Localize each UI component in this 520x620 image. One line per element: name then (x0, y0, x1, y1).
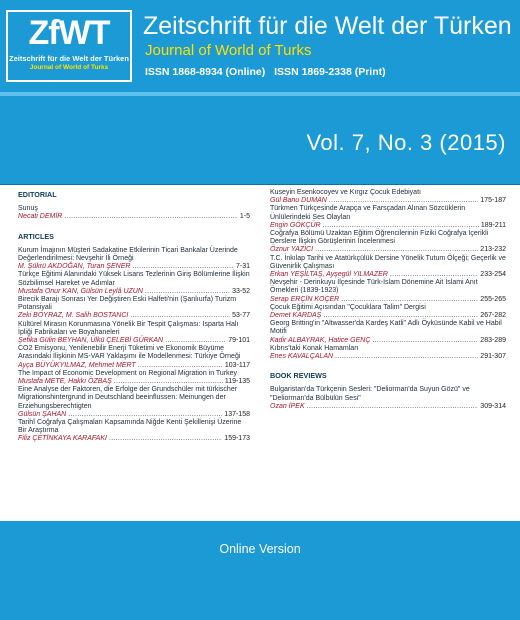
articles-list-left (18, 247, 250, 444)
entry-pages: 189-211 (480, 221, 506, 229)
entry-pages: 283-289 (480, 336, 506, 344)
leader-dots (109, 435, 222, 443)
issn-line (145, 66, 392, 78)
toc-entry[interactable] (18, 370, 250, 386)
leader-dots (165, 337, 226, 345)
entry-byline (270, 246, 506, 254)
toc-entry[interactable] (18, 247, 250, 272)
entry-authors: Ayça BÜYÜKYILMAZ, Mehmet MERT (18, 361, 136, 369)
leader-dots (315, 246, 478, 254)
entry-title: Eine Analyse der Faktoren, die Erfolge der Grundschüler mit türkischer Migrationshintergrund in Deutschland beeinflussen: Meinungen der Erziehungsberechtigten (18, 386, 238, 410)
entry-title: The Impact of Economic Development on Regional Migration in Turkey (18, 369, 238, 377)
leader-dots (114, 378, 223, 386)
toc-entry[interactable] (270, 304, 506, 320)
entry-pages: 53-77 (232, 312, 250, 320)
leader-dots (335, 353, 478, 361)
journal-header (0, 0, 520, 92)
toc-entry[interactable] (18, 205, 250, 221)
toc-entry[interactable] (18, 271, 250, 296)
leader-dots (341, 296, 478, 304)
entry-pages: 309-314 (480, 402, 506, 410)
entry-byline (270, 403, 506, 411)
leader-dots (138, 362, 223, 370)
entry-byline (18, 378, 250, 386)
toc-entry[interactable] (270, 205, 506, 230)
issn-print: ISSN 1869-2338 (Print) (274, 66, 386, 78)
entry-authors: Serap ERÇİN KOÇER (270, 295, 340, 303)
leader-dots (145, 288, 230, 296)
leader-dots (68, 411, 222, 419)
section-heading-articles: ARTICLES (18, 231, 54, 241)
entry-byline (270, 337, 506, 345)
entry-byline (18, 362, 250, 370)
entry-pages: 79-101 (228, 337, 250, 345)
entry-byline (270, 222, 506, 230)
entry-authors: Necati DEMİR (18, 213, 63, 221)
online-version-label: Online Version (219, 542, 301, 556)
journal-title: Zeitschrift für die Welt der Türken (143, 12, 512, 40)
editorial-list (18, 205, 250, 221)
entry-byline (270, 353, 506, 361)
section-heading-editorial: EDITORIAL (18, 190, 57, 199)
entry-authors: Zeki BOYRAZ, M. Salih BOSTANCI (18, 312, 129, 320)
entry-authors: M. Şükrü AKDOĞAN, Turan ŞENER (18, 263, 131, 271)
entry-authors: Engin GÖKÇÜR (270, 221, 321, 229)
toc-left-column (18, 189, 250, 444)
section-heading-book-reviews: BOOK REVIEWS (270, 371, 327, 381)
entry-byline (18, 411, 250, 419)
entry-pages: 233-254 (480, 271, 506, 279)
articles-list-right (270, 189, 506, 361)
entry-title: Bulgaristan'da Türkçenin Sesleri: "Deliorman'da Suyun Gözü" ve "Deliorman'da Bülbülün Sesi" (270, 386, 470, 402)
entry-title: Coğrafya Bölümü Uzaktan Eğitim Öğrencilerinin Fiziki Coğrafya İçerikli Derslere İlişkin Görüşlerinin İncelenmesi (270, 230, 489, 246)
issn-online: ISSN 1868-8934 (Online) (145, 66, 266, 78)
entry-authors: Gülsün ŞAHAN (18, 410, 67, 418)
toc-entry[interactable] (270, 189, 506, 205)
toc-entry[interactable] (18, 321, 250, 346)
entry-byline (18, 213, 250, 221)
logo-line-2: Journal of World of Turks (29, 64, 109, 71)
entry-title: Birecik Barajı Sonrası Yer Değiştiren Eski Halfeti'nin (Şanlıurfa) Turizm Potansiyali (18, 296, 237, 312)
entry-byline (18, 337, 250, 345)
toc-entry[interactable] (18, 296, 250, 321)
entry-byline (270, 197, 506, 205)
toc-entry[interactable] (270, 255, 506, 280)
entry-authors: Ozan İPEK (270, 402, 305, 410)
entry-title: Kıbrıs'taki Konak Hamamları (270, 344, 359, 352)
entry-byline (18, 435, 250, 443)
entry-pages: 291-307 (480, 353, 506, 361)
entry-title: T.C. İnkılap Tarihi ve Atatürkçülük Dersine Yönelik Tutum Ölçeği; Geçerlik ve Güvenirlik Çalışması (270, 254, 506, 270)
leader-dots (64, 213, 238, 221)
entry-authors: Mustafa Onur KAN, Gülsün Leylâ UZUN (18, 287, 143, 295)
toc-entry[interactable] (18, 419, 250, 444)
toc-entry[interactable] (18, 345, 250, 370)
entry-title: Çocuk Eğitimi Açısından "Çocuklara Talim" Dergisi (270, 303, 426, 311)
leader-dots (323, 222, 479, 230)
logo-line-1: Zeitschrift für die Welt der Türken (9, 54, 129, 63)
entry-title: Kuseyin Esenkocoyev ve Kırgız Çocuk Edebiyatı (270, 189, 421, 196)
entry-title: Georg Britting'in "Altwasser'da Kardeş Katli" Adlı Öyküsünde Kabil ve Habil Motifi (270, 320, 502, 336)
toc-entry[interactable] (18, 386, 250, 419)
book-reviews-list (270, 386, 506, 411)
entry-title: Kurum İmajının Müşteri Sadakatine Etkilerinin Ticari Bankalar Üzerinde Değerlendirilmesi: Nevşehir İli Örneği (18, 246, 238, 263)
entry-authors: Gül Banu DUMAN (270, 197, 327, 205)
table-of-contents (0, 184, 520, 521)
entry-authors: Enes KAVALÇALAN (270, 353, 334, 361)
toc-entry[interactable] (270, 320, 506, 345)
journal-logo (6, 10, 132, 82)
leader-dots (390, 271, 478, 279)
leader-dots (372, 337, 478, 345)
entry-pages: 137-158 (224, 410, 250, 418)
entry-authors: Filiz ÇETİNKAYA KARAFAKI (18, 435, 107, 443)
leader-dots (329, 197, 479, 205)
toc-right-column (270, 189, 506, 411)
entry-title: Kültürel Mirasın Korunmasına Yönelik Bir Tespit Çalışması: Isparta Halı İpliği Fabrikaları ve Boyahaneleri (18, 320, 239, 336)
entry-title: Tarihî Coğrafya Çalışmaları Kapsamında Niğde Kenti Şekillenişi Üzerine Bir Araştırma (18, 419, 242, 435)
entry-authors: Kadir ALBAYRAK, Hatice GENÇ (270, 336, 371, 344)
entry-pages: 7-31 (235, 263, 250, 271)
entry-byline (18, 288, 250, 296)
entry-authors: Erkan YEŞİLTAŞ, Ayşegül YILMAZER (270, 271, 388, 279)
entry-authors: Demet KARDAŞ (270, 312, 322, 320)
entry-title: Nevşehir - Derinkuyu İlçesinde Türk-İslam Dönemine Ait İslami Anıt Örnekleri (1839-1923) (270, 279, 478, 295)
entry-byline (270, 271, 506, 279)
entry-title: Sunuş (18, 205, 38, 213)
leader-dots (130, 312, 230, 320)
entry-pages: 33-52 (232, 287, 250, 295)
toc-entry[interactable] (270, 279, 506, 304)
entry-authors: Mustafa METE, Hakkı ÖZBAŞ (18, 378, 112, 386)
entry-pages: 159-173 (224, 435, 250, 443)
entry-title: CO2 Emisyonu, Yenilenebilir Enerji Tüketimi ve Ekonomik Büyüme Arasındaki İlişkinin MS-VAR Yaklaşımı ile Modellenmesi: Türkiye Örneği (18, 345, 241, 361)
entry-pages: 213-232 (480, 246, 506, 254)
logo-mark: ZfWT (28, 14, 110, 52)
entry-authors: Öznur YAZICI (270, 246, 314, 254)
entry-pages: 119-135 (224, 378, 250, 386)
entry-byline (18, 312, 250, 320)
entry-title: Türkçe Eğitimi Alanındaki Yüksek Lisans Tezlerinin Giriş Bölümlerine İlişkin Sözbilimsel Hareket ve Adımlar (18, 271, 250, 287)
journal-subtitle: Journal of World of Turks (145, 42, 312, 59)
entry-authors: Şefika Gülin BEYHAN, Ülkü ÇELEBİ GÜRKAN (18, 337, 164, 345)
volume-label: Vol. 7, No. 3 (2015) (306, 130, 506, 155)
entry-pages: 103-117 (224, 361, 250, 369)
toc-entry[interactable] (270, 230, 506, 255)
entry-pages: 267-282 (480, 312, 506, 320)
entry-pages: 1-5 (239, 213, 250, 221)
entry-pages: 175-187 (480, 197, 506, 205)
toc-entry[interactable] (270, 345, 506, 361)
entry-byline (270, 296, 506, 304)
toc-entry[interactable] (270, 386, 506, 411)
entry-pages: 255-265 (480, 295, 506, 303)
leader-dots (307, 403, 479, 411)
header-divider (0, 92, 520, 96)
entry-title: Türkmen Türkçesinde Arapça ve Farsçadan Alınan Sözcüklerin Ünlülerindeki Ses Olayları (270, 205, 466, 221)
